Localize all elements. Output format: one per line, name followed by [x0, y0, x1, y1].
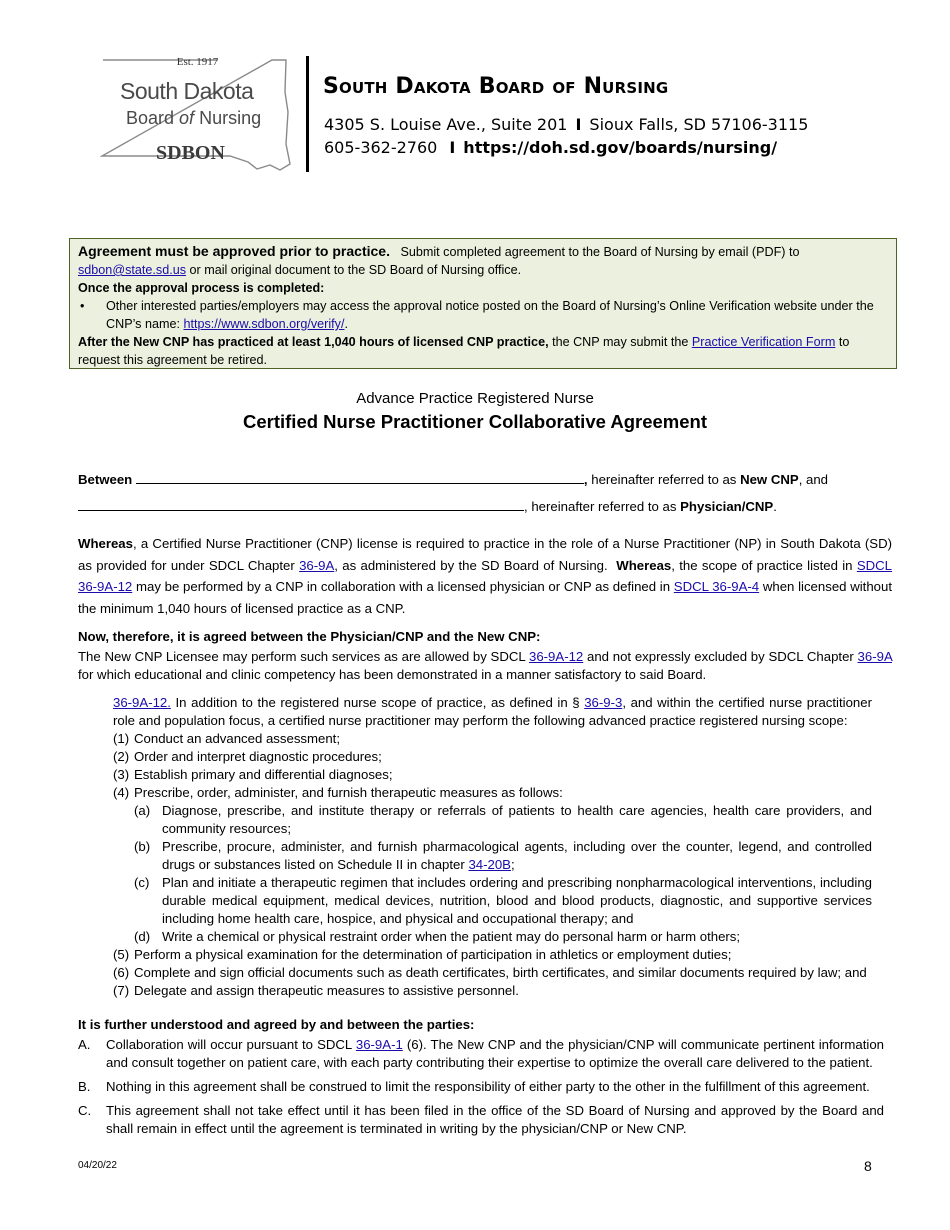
item-letter: A.: [78, 1037, 91, 1052]
item-text: Perform a physical examination for the determination of participation in athletics or employment duties;: [134, 947, 732, 962]
item-number: (7): [113, 983, 130, 998]
sub-item-letter: (c): [134, 875, 150, 890]
city-state-zip: Sioux Falls, SD 57106-3115: [589, 115, 809, 134]
link-sdcl-36-9a-4[interactable]: SDCL 36-9A-4: [673, 579, 760, 595]
form-subtitle: Advance Practice Registered Nurse: [356, 390, 594, 407]
notice-lead: Agreement must be approved prior to practice.: [78, 243, 390, 259]
item-number: (6): [113, 965, 130, 980]
between-tail-1: , and: [798, 472, 829, 487]
once-heading: Once the approval process is completed:: [78, 281, 325, 295]
whereas-text-2: , as administered by the SD Board of Nursing.: [334, 557, 608, 573]
page-number: 8: [864, 1158, 872, 1174]
item-text: Conduct an advanced assessment;: [134, 731, 340, 746]
statute-ref-link[interactable]: 36-9A-12.: [113, 695, 171, 710]
logo-est: Est. 1917: [176, 56, 219, 68]
item-b-text: Nothing in this agreement shall be construed to limit the responsibility of either party to the other in the fulfillment of this agreement.: [106, 1079, 870, 1094]
contact-line: [324, 138, 777, 157]
sdbon-logo: [100, 52, 295, 178]
whereas-1: Whereas: [78, 536, 133, 551]
statute-text-2: , and within the certified nurse practitioner role and population focus, a certified nurse practitioner may perform the following advanced practice registered nursing scope:: [113, 695, 872, 728]
bullet-text: Other interested parties/employers may access the approval notice posted on the Board of Nursing’s Online Verification website under the CNP’s name:: [106, 299, 874, 331]
now-text-1: The New CNP Licensee may perform such services as are allowed by SDCL: [78, 649, 526, 664]
further-heading: It is further understood and agreed by and between the parties:: [78, 1017, 475, 1032]
party-new-cnp: New CNP: [740, 472, 799, 487]
link-34-20b[interactable]: 34-20B: [468, 857, 511, 872]
logo-nursing: Nursing: [194, 108, 262, 128]
logo-line2: [126, 108, 261, 129]
now-heading: Now, therefore, it is agreed between the Physician/CNP and the New CNP:: [78, 629, 541, 644]
between-tail-2: .: [773, 499, 777, 514]
org-title: South Dakota Board of Nursing: [323, 74, 669, 99]
item-text: Order and interpret diagnostic procedures;: [134, 749, 382, 764]
logo-abbr: SDBON: [156, 142, 225, 164]
list-item: [113, 766, 872, 784]
list-item: [113, 964, 872, 982]
whereas-text-5: when licensed without the minimum 1,040 hours of licensed practice as a CNP.: [78, 579, 892, 616]
physician-name-field[interactable]: [78, 498, 524, 511]
after-text: the CNP may submit the: [552, 335, 689, 349]
sub-item-letter: (d): [134, 929, 151, 944]
item-c-text: This agreement shall not take effect until it has been filed in the office of the SD Board of Nursing and approved by the Board and shall remain in effect until the agreement is terminated in writing by the physician/CNP or New CNP.: [106, 1103, 884, 1136]
header-divider: [306, 56, 309, 172]
separator: I: [575, 115, 582, 134]
party-physician: Physician/CNP: [680, 499, 774, 514]
sub-item: [113, 928, 872, 946]
item-text: Complete and sign official documents such as death certificates, birth certificates, and similar documents required by law; and: [134, 965, 867, 980]
address-line: [324, 115, 808, 134]
now-text-3: for which educational and clinic competency has been demonstrated in a manner satisfactory to said Board.: [78, 667, 707, 682]
list-item: [113, 748, 872, 766]
notice-bullet: • Other interested parties/employers may access the approval notice posted on the Board of Nursing’s Online Verification website under the CNP’s name: https://www.sdbon.org/verify/.: [80, 299, 874, 331]
link-36-9a-chapter[interactable]: 36-9A: [857, 649, 893, 664]
website-link[interactable]: https://doh.sd.gov/boards/nursing/: [463, 138, 778, 157]
whereas-paragraph: [78, 533, 892, 619]
whereas-text-4: may be performed by a CNP in collaboration with a licensed physician or CNP as defined in: [136, 579, 671, 595]
sub-item: [113, 802, 872, 838]
notice-email-tail: or mail original document to the SD Board of Nursing office.: [189, 263, 522, 277]
statute-block: [113, 694, 872, 1000]
between-line-1: [78, 471, 828, 487]
sub-item-letter: (b): [134, 839, 151, 854]
item-text: Prescribe, order, administer, and furnish therapeutic measures as follows:: [134, 785, 563, 800]
list-item: [113, 730, 872, 748]
item-letter: B.: [78, 1079, 91, 1094]
sub-item-text: Write a chemical or physical restraint order when the patient may do personal harm or harm others;: [162, 929, 741, 944]
revision-date: 04/20/22: [78, 1160, 117, 1171]
new-cnp-name-field[interactable]: [136, 471, 584, 484]
whereas-text-3: , the scope of practice listed in: [671, 557, 853, 573]
item-text: Delegate and assign therapeutic measures to assistive personnel.: [134, 983, 519, 998]
item-number: (4): [113, 785, 130, 800]
sub-item-tail: ;: [510, 857, 515, 872]
statute-text-1: In addition to the registered nurse scope of practice, as defined in §: [175, 695, 580, 710]
link-36-9a-12[interactable]: 36-9A-12: [529, 649, 584, 664]
separator: I: [449, 138, 456, 157]
approval-notice-box: [69, 238, 897, 369]
phone-number: 605-362-2760: [324, 138, 438, 157]
now-text-2: and not expressly excluded by SDCL Chapter: [587, 649, 854, 664]
email-link[interactable]: sdbon@state.sd.us: [78, 263, 187, 277]
list-item: [113, 784, 872, 802]
between-label: Between: [78, 472, 133, 487]
street-address: 4305 S. Louise Ave., Suite 201: [324, 115, 568, 134]
link-36-9a[interactable]: 36-9A: [299, 557, 335, 573]
further-item-c: [78, 1102, 884, 1138]
notice-line1: [78, 242, 888, 279]
statute-intro: [113, 694, 872, 730]
item-number: (2): [113, 749, 130, 764]
link-36-9-3[interactable]: 36-9-3: [584, 695, 623, 710]
list-item: [113, 982, 872, 1000]
item-text: Establish primary and differential diagnoses;: [134, 767, 393, 782]
verify-link[interactable]: https://www.sdbon.org/verify/: [183, 317, 345, 331]
logo-board: Board: [126, 108, 180, 128]
sub-item-letter: (a): [134, 803, 151, 818]
logo-of: of: [179, 108, 195, 128]
form-title: Certified Nurse Practitioner Collaborative Agreement: [243, 411, 707, 432]
now-paragraph: [78, 648, 892, 684]
after-tail: to request this agreement be retired.: [78, 335, 850, 367]
item-number: (1): [113, 731, 130, 746]
link-sdcl-36-9a-12[interactable]: SDCL 36-9A-12: [78, 557, 893, 595]
logo-line1: South Dakota: [120, 78, 254, 104]
sub-item-text: Diagnose, prescribe, and institute therapy or referrals of patients to health care agencies, health care providers, and community resources;: [162, 803, 872, 836]
sub-item-text: Plan and initiate a therapeutic regimen that includes ordering and prescribing nonpharmacological interventions, including durable medical equipment, medical devices, nutrition, blood and blood products, diagnostic, and supportive services including home health care, hospice, and physical and occupational therapy; and: [162, 875, 872, 926]
item-a-text-2: (6). The New CNP and the physician/CNP will communicate pertinent information and consult together on patient care, with each party contributing their expertise to optimize the overall care delivered to the patient.: [106, 1037, 884, 1070]
link-36-9a-1[interactable]: 36-9A-1: [355, 1037, 403, 1052]
whereas-text-1: , a Certified Nurse Practitioner (CNP) license is required to practice in the role of a Nurse Practitioner (NP) in South Dakota (SD) as provided for under SDCL Chapter: [78, 536, 892, 573]
between-line-2: [78, 498, 777, 514]
comma: ,: [583, 472, 588, 487]
further-list: [78, 1036, 884, 1144]
further-item-a: [78, 1036, 884, 1072]
item-a-text-1: Collaboration will occur pursuant to SDCL: [106, 1037, 352, 1052]
item-letter: C.: [78, 1103, 92, 1118]
list-item: [113, 946, 872, 964]
bullet-icon: •: [80, 299, 85, 313]
between-text-2: , hereinafter referred to as: [524, 499, 677, 514]
sub-item-text: Prescribe, procure, administer, and furnish pharmacological agents, including over the counter, legend, and controlled drugs or substances listed on Schedule II in chapter: [162, 839, 872, 872]
practice-verification-form-link[interactable]: Practice Verification Form: [691, 335, 836, 349]
sub-item: [113, 838, 872, 874]
whereas-2: Whereas: [616, 557, 672, 573]
after-bold: After the New CNP has practiced at least 1,040 hours of licensed CNP practice,: [78, 335, 549, 349]
further-item-b: [78, 1078, 884, 1096]
item-number: (5): [113, 947, 130, 962]
item-number: (3): [113, 767, 130, 782]
sub-item: [113, 874, 872, 928]
notice-lead-text: Submit completed agreement to the Board of Nursing by email (PDF) to: [400, 245, 800, 259]
between-text-1: hereinafter referred to as: [591, 472, 737, 487]
